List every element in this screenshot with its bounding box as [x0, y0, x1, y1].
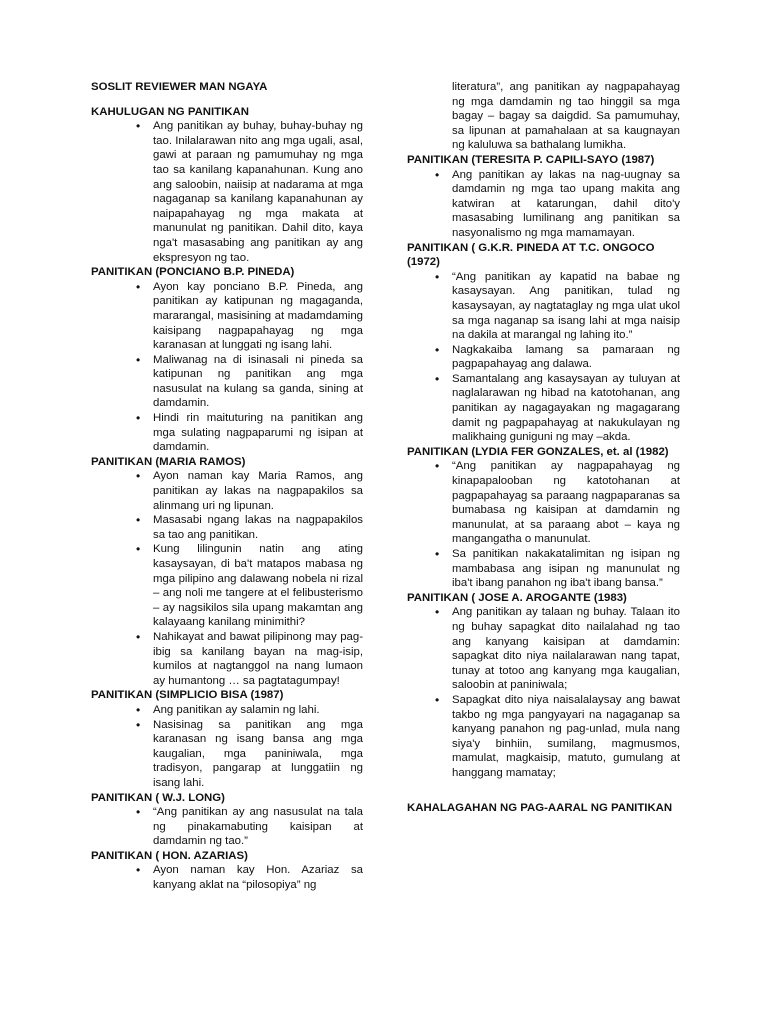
bullet-list [407, 270, 680, 445]
list-item: • Nasisinag sa panitikan ang mga karanasan ng isang bansa ang mga kaugalian, mga paniniwala, mga tradisyon, pangarap at lunggatiin ng isang lahi. [153, 718, 363, 791]
section-heading-bisa: PANITIKAN (SIMPLICIO BISA (1987) [91, 689, 284, 702]
section-heading-ramos: PANITIKAN (MARIA RAMOS) [91, 455, 246, 468]
list-item: • “Ang panitikan ay ang nasusulat na tala ng pinakamabuting kaisipan at damdamin ng tao.” [153, 805, 363, 849]
bullet-list [91, 280, 363, 455]
list-item: • “Ang panitikan ay kapatid na babae ng kasaysayan. Ang panitikan, tulad ng kasaysayan, ay nagtataglay ng mga ulat ukol sa mga naganap sa isang lahi at mga naisip na dakila at marangal ng lahing ito.” [452, 270, 680, 343]
list-item: • Ang panitikan ay lakas na nag-uugnay sa damdamin ng mga tao upang makita ang katwiran at katarungan, dahil dito'y masasabing lumilinang ang panitikan sa nasyonalismo ng mga mamamayan. [452, 168, 680, 241]
list-item: • “Ang panitikan ay nagpapahayag ng kinapapalooban ng katotohanan at pagpapahayag sa paraang nagpaparanas sa bumabasa ng kaisipan at damdamin ng manunulat, at sa paraang abot – kaya ng mangangatha o manunulat. [452, 459, 680, 547]
section-heading-kahulugan: KAHULUGAN NG PANITIKAN [91, 105, 249, 118]
bullet-list [91, 703, 363, 791]
list-item: • Ayon kay ponciano B.P. Pineda, ang panitikan ay katipunan ng magaganda, mararangal, masisining at madamdaming kaisipang nagpapahayag ng mga karanasan at lunggati ng isang lahi. [153, 280, 363, 353]
list-item: • Samantalang ang kasaysayan ay tuluyan at naglalarawan ng hibad na katotohanan, ang panitikan ay nagagayakan ng magagarang damit ng pagpapahayag at nakukulayan ng malikhaing guniguni ng may –akda. [452, 372, 680, 445]
list-item: • Ayon naman kay Hon. Azariaz sa kanyang aklat na “pilosopiya” ng [153, 863, 363, 892]
section-heading-gonzales: PANITIKAN (LYDIA FER GONZALES, et. al (1982) [407, 445, 669, 458]
continued-list [407, 80, 680, 153]
section-heading-azarias: PANITIKAN ( HON. AZARIAS) [91, 849, 248, 862]
list-item: • Sa panitikan nakakatalimitan ng isipan ng mambabasa ang isipan ng manunulat ng iba't ibang panahon ng iba't ibang bansa.” [452, 547, 680, 591]
section-heading-pineda: PANITIKAN (PONCIANO B.P. PINEDA) [91, 266, 295, 279]
list-item: • Ayon naman kay Maria Ramos, ang panitikan ay lakas na nagpapakilos sa alinmang uri ng lipunan. [153, 469, 363, 513]
document-title: SOSLIT REVIEWER MAN NGAYA [91, 81, 268, 93]
left-column [91, 80, 363, 893]
list-item: • Sapagkat dito niya naisalalaysay ang bawat takbo ng mga pangyayari na nagaganap sa kanyang panahon ng pag-unlad, mula nang siya'y binhiin, sumilang, magmusmos, mamulat, magkaisip, matuto, gumulang at hanggang mamatay; [452, 693, 680, 781]
bullet-list [407, 605, 680, 780]
list-item: • Ang panitikan ay buhay, buhay-buhay ng tao. Inilalarawan nito ang mga ugali, asal, gawi at paraan ng pamumuhay ng mga tao sa kanilang kapanahunan. Kung ano ang saloobin, naiisip at nadarama at mga nagaganap sa kanilang kapanahunan ay naipapahayag ng mga makata at manunulat ng panitikan. Dahil dito, kaya nga't masasabing ang panitikan ay ang ekspresyon ng tao. [153, 119, 363, 265]
right-column [407, 80, 680, 815]
list-item: • Nahikayat and bawat pilipinong may pag-ibig sa kanilang bayan na mag-isip, kumilos at nagtanggol na nang lumaon ay humantong … sa pagtatagumpay! [153, 630, 363, 688]
section-heading-arogante: PANITIKAN ( JOSE A. AROGANTE (1983) [407, 591, 627, 604]
section-heading-pineda-ongoco: PANITIKAN ( G.K.R. PINEDA AT T.C. ONGOCO (1972) [407, 241, 655, 269]
list-item-continuation: literatura”, ang panitikan ay nagpapahayag ng mga damdamin ng tao hinggil sa mga bagay – bagay sa daigdid. Sa pamumuhay, sa lipunan at pamahalaan at sa kaugnayan ng kaluluwa sa bathalang lumikha. [452, 81, 680, 152]
bullet-list [407, 459, 680, 590]
bullet-list [407, 168, 680, 241]
bullet-list [91, 863, 363, 892]
section-heading-kahalagahan: KAHALAGAHAN NG PAG-AARAL NG PANITIKAN [407, 801, 673, 814]
bullet-list [91, 119, 363, 265]
list-item: • Kung lilingunin natin ang ating kasaysayan, di ba't matapos mabasa ng mga pilipino ang dalawang nobela ni rizal – ang noli me tangere at el felibusterismo – ay nagsikilos sila upang makamtan ang kalayaang kanilang minimithi? [153, 542, 363, 630]
list-item: • Hindi rin maituturing na panitikan ang mga sulating nagpaparumi ng isipan at damdamin. [153, 411, 363, 455]
bullet-list [91, 469, 363, 688]
list-item: • Nagkakaiba lamang sa pamaraan ng pagpapahayag ang dalawa. [452, 343, 680, 372]
section-heading-capili-sayo: PANITIKAN (TERESITA P. CAPILI-SAYO (1987) [407, 153, 655, 166]
list-item: • Masasabi ngang lakas na nagpapakilos sa tao ang panitikan. [153, 513, 363, 542]
list-item: • Ang panitikan ay talaan ng buhay. Talaan ito ng buhay sapagkat dito nailalahad ng tao ang kanyang kaisipan at damdamin: sapagkat dito niya nailalarawan nang tapat, tunay at totoo ang kanyang mga kaugalian, saloobin at paniniwala; [452, 605, 680, 693]
section-heading-long: PANITIKAN ( W.J. LONG) [91, 791, 225, 804]
list-item: • Maliwanag na di isinasali ni pineda sa katipunan ng panitikan ang mga nasusulat na kulang sa ganda, sining at damdamin. [153, 353, 363, 411]
bullet-list [91, 805, 363, 849]
list-item: • Ang panitikan ay salamin ng lahi. [153, 703, 363, 718]
